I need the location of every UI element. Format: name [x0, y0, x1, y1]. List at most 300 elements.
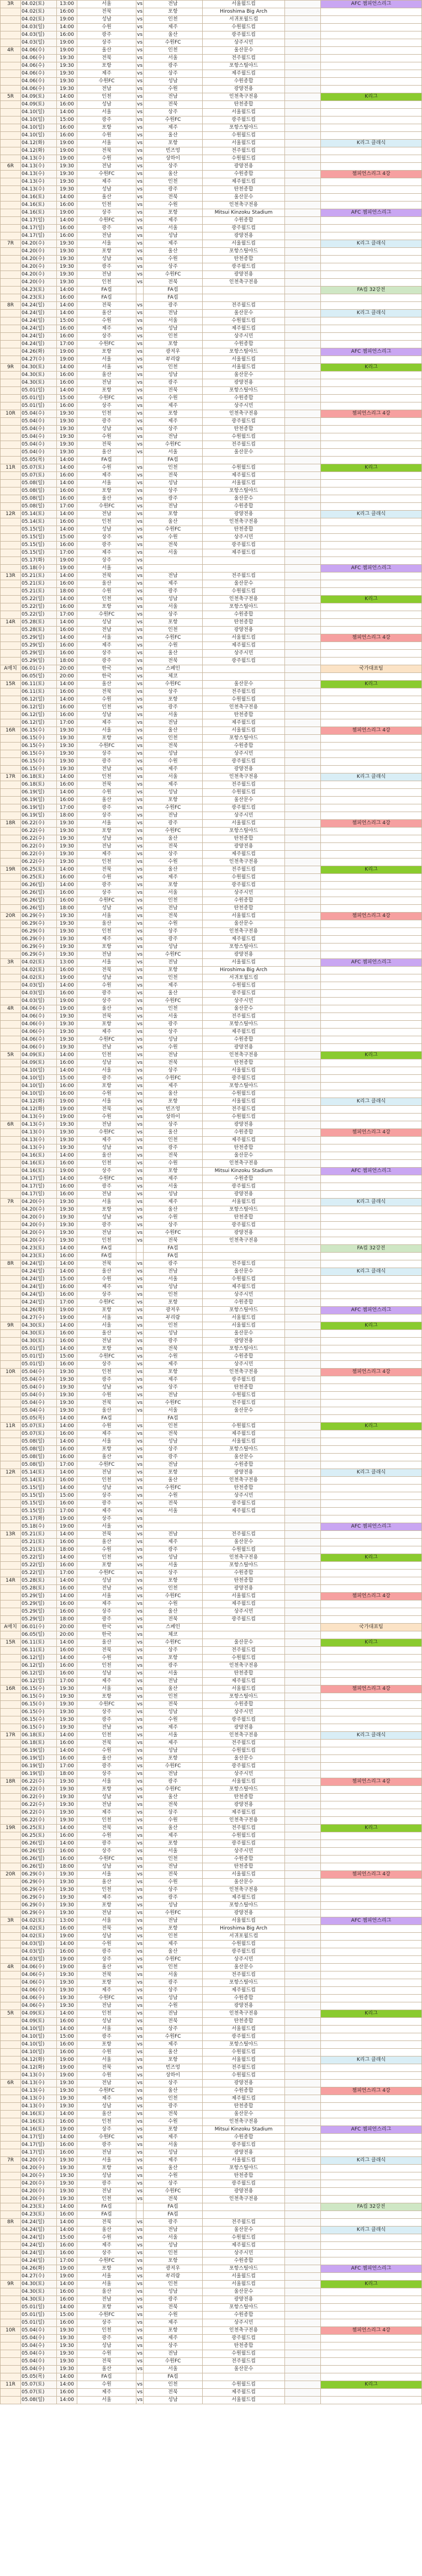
competition-cell — [321, 573, 422, 580]
time-cell: 19:00 — [57, 2072, 77, 2080]
vs-cell: vs — [136, 1910, 144, 1917]
away-team-cell: 성남 — [144, 2242, 203, 2250]
away-team-cell: 수원FC — [144, 1786, 203, 1794]
competition-cell — [321, 1886, 422, 1894]
vs-cell: vs — [136, 1709, 144, 1716]
round-cell — [1, 1168, 21, 1175]
venue-cell: 서울월드컵 — [203, 1, 285, 8]
vs-cell: vs — [136, 2257, 144, 2265]
table-row — [1, 1253, 422, 1260]
table-row — [1, 1492, 422, 1500]
competition-cell — [321, 889, 422, 897]
venue-cell: 포항스틸야드 — [203, 2165, 285, 2172]
vs-cell: vs — [136, 982, 144, 990]
home-team-cell: 전남 — [77, 951, 136, 959]
home-team-cell: 제주 — [77, 1678, 136, 1685]
table-row — [1, 379, 422, 387]
date-cell: 04.24(일) — [21, 325, 57, 333]
time-cell: 14:00 — [57, 1747, 77, 1755]
competition-cell — [321, 2335, 422, 2342]
date-cell: 04.02(토) — [21, 967, 57, 974]
venue-cell — [203, 665, 285, 673]
vs-cell: vs — [136, 186, 144, 194]
table-row — [1, 1716, 422, 1724]
home-team-cell: 포항 — [77, 1083, 136, 1090]
round-cell: 4R — [1, 1964, 21, 1971]
time-cell: 14:00 — [57, 310, 77, 317]
date-cell: 06.05(일) — [21, 673, 57, 681]
round-cell — [1, 2389, 21, 2397]
competition-cell: 챔피언스리그 4강 — [321, 913, 422, 920]
away-team-cell: 서울 — [144, 2234, 203, 2242]
home-team-cell: 서울 — [77, 2397, 136, 2404]
home-team-cell: 수원 — [77, 2049, 136, 2056]
round-cell — [1, 1114, 21, 1121]
blank-cell — [285, 379, 321, 387]
blank-cell — [285, 163, 321, 171]
round-cell — [1, 1832, 21, 1840]
away-team-cell: 제주 — [144, 1832, 203, 1840]
round-cell — [1, 155, 21, 163]
venue-cell: 수원월드컵 — [203, 132, 285, 140]
away-team-cell: 수원 — [144, 395, 203, 402]
competition-cell — [321, 1446, 422, 1454]
home-team-cell: 상주 — [77, 1956, 136, 1964]
blank-cell — [285, 797, 321, 804]
round-cell — [1, 2180, 21, 2188]
away-team-cell: 인천 — [144, 1856, 203, 1863]
away-team-cell: 제주 — [144, 124, 203, 132]
vs-cell: vs — [136, 39, 144, 47]
venue-cell: 수원종합 — [203, 2087, 285, 2095]
blank-cell — [285, 1036, 321, 1044]
vs-cell: vs — [136, 372, 144, 379]
venue-cell: 포항스틸야드 — [203, 2304, 285, 2312]
competition-cell — [321, 2118, 422, 2126]
vs-cell: vs — [136, 1624, 144, 1631]
blank-cell — [285, 851, 321, 858]
home-team-cell: 전북 — [77, 2358, 136, 2366]
venue-cell: 수원월드컵 — [203, 2234, 285, 2242]
blank-cell — [285, 2072, 321, 2080]
venue-cell: 울산문수 — [203, 920, 285, 928]
competition-cell — [321, 534, 422, 542]
venue-cell: 인천축구전용 — [203, 2118, 285, 2126]
away-team-cell: 수원FC — [144, 1075, 203, 1083]
vs-cell: vs — [136, 1121, 144, 1129]
venue-cell: 포항스틸야드 — [203, 944, 285, 951]
venue-cell: 수원월드컵 — [203, 464, 285, 472]
round-cell — [1, 225, 21, 232]
time-cell: 20:00 — [57, 673, 77, 681]
venue-cell: 인천축구전용 — [203, 596, 285, 603]
home-team-cell: 전남 — [77, 232, 136, 240]
away-team-cell: 광주 — [144, 1778, 203, 1786]
round-cell — [1, 2227, 21, 2234]
venue-cell: 서울월드컵 — [203, 2397, 285, 2404]
vs-cell: vs — [136, 1670, 144, 1678]
competition-cell — [321, 294, 422, 302]
blank-cell — [285, 1801, 321, 1809]
blank-cell — [285, 820, 321, 828]
home-team-cell: 수원 — [77, 1832, 136, 1840]
vs-cell: vs — [136, 441, 144, 449]
competition-cell — [321, 2288, 422, 2296]
time-cell: 19:30 — [57, 1995, 77, 2002]
vs-cell: vs — [136, 317, 144, 325]
away-team-cell: 수원 — [144, 642, 203, 650]
date-cell: 04.17(일) — [21, 225, 57, 232]
competition-cell — [321, 1291, 422, 1299]
round-cell — [1, 1392, 21, 1400]
table-row — [1, 2126, 422, 2134]
blank-cell — [285, 1222, 321, 1229]
venue-cell — [203, 2373, 285, 2381]
blank-cell — [285, 1106, 321, 1114]
home-team-cell: 수원 — [77, 1090, 136, 1098]
home-team-cell: 인천 — [77, 2196, 136, 2203]
vs-cell: vs — [136, 1175, 144, 1183]
round-cell — [1, 1508, 21, 1515]
away-team-cell: 수원 — [144, 1160, 203, 1168]
round-cell — [1, 1036, 21, 1044]
away-team-cell: 포항 — [144, 1925, 203, 1933]
time-cell: 14:00 — [57, 287, 77, 294]
vs-cell: vs — [136, 1701, 144, 1709]
table-row — [1, 2366, 422, 2373]
date-cell: 04.16(토) — [21, 2118, 57, 2126]
vs-cell: vs — [136, 31, 144, 39]
blank-cell — [285, 1137, 321, 1144]
away-team-cell: 광주 — [144, 2219, 203, 2227]
home-team-cell: 제주 — [77, 719, 136, 727]
time-cell: 19:30 — [57, 1206, 77, 1214]
home-team-cell: 광주 — [77, 1183, 136, 1191]
date-cell: 04.06(수) — [21, 55, 57, 62]
venue-cell: 전주월드컵 — [203, 147, 285, 155]
time-cell: 19:30 — [57, 70, 77, 78]
table-row — [1, 1856, 422, 1863]
vs-cell: vs — [136, 1809, 144, 1817]
competition-cell — [321, 588, 422, 596]
time-cell: 16:00 — [57, 897, 77, 905]
home-team-cell: 제주 — [77, 2095, 136, 2103]
away-team-cell: 상주 — [144, 2080, 203, 2087]
away-team-cell: 제주 — [144, 1175, 203, 1183]
time-cell: 14:00 — [57, 1639, 77, 1647]
vs-cell: vs — [136, 1029, 144, 1036]
time-cell: 19:30 — [57, 2335, 77, 2342]
vs-cell: vs — [136, 1338, 144, 1345]
blank-cell — [285, 603, 321, 611]
venue-cell: 서울월드컵 — [203, 634, 285, 642]
home-team-cell: 울산 — [77, 449, 136, 457]
home-team-cell: 전남 — [77, 1469, 136, 1477]
venue-cell: 포항스틸야드 — [203, 1979, 285, 1987]
competition-cell — [321, 920, 422, 928]
competition-cell — [321, 433, 422, 441]
time-cell: 19:30 — [57, 2157, 77, 2165]
vs-cell: vs — [136, 2397, 144, 2404]
time-cell: 16:00 — [57, 1083, 77, 1090]
home-team-cell: 전남 — [77, 511, 136, 518]
blank-cell — [285, 1515, 321, 1523]
competition-cell: K리그 클래식 — [321, 1469, 422, 1477]
home-team-cell: FA컵 — [77, 457, 136, 464]
date-cell: 06.15(수) — [21, 1716, 57, 1724]
blank-cell — [285, 132, 321, 140]
blank-cell — [285, 2366, 321, 2373]
time-cell: 16:00 — [57, 797, 77, 804]
blank-cell — [285, 16, 321, 24]
venue-cell: 광주월드컵 — [203, 116, 285, 124]
away-team-cell: 인천 — [144, 47, 203, 55]
time-cell: 16:00 — [57, 1284, 77, 1291]
time-cell: 19:00 — [57, 2273, 77, 2281]
venue-cell: 수원종합 — [203, 1856, 285, 1863]
vs-cell: vs — [136, 727, 144, 735]
vs-cell: vs — [136, 1191, 144, 1199]
time-cell: 19:30 — [57, 1979, 77, 1987]
table-row — [1, 1500, 422, 1508]
round-cell — [1, 472, 21, 480]
blank-cell — [285, 449, 321, 457]
date-cell: 06.11(토) — [21, 681, 57, 688]
time-cell: 14:00 — [57, 696, 77, 704]
away-team-cell: 전북 — [144, 1701, 203, 1709]
date-cell: 04.24(일) — [21, 2257, 57, 2265]
date-cell: 04.20(수) — [21, 2188, 57, 2196]
table-row — [1, 2064, 422, 2072]
time-cell: 14:00 — [57, 1825, 77, 1832]
round-cell — [1, 124, 21, 132]
round-cell — [1, 2188, 21, 2196]
vs-cell: vs — [136, 2111, 144, 2118]
table-row — [1, 1237, 422, 1245]
table-row — [1, 503, 422, 511]
vs-cell: vs — [136, 333, 144, 341]
date-cell: 05.01(일) — [21, 1353, 57, 1361]
time-cell: 19:00 — [57, 1106, 77, 1114]
vs-cell: vs — [136, 1330, 144, 1338]
round-cell — [1, 2072, 21, 2080]
home-team-cell: 포항 — [77, 124, 136, 132]
table-row — [1, 2288, 422, 2296]
home-team-cell: 포항 — [77, 1446, 136, 1454]
competition-cell — [321, 1500, 422, 1508]
date-cell: 04.02(토) — [21, 974, 57, 982]
home-team-cell: 포항 — [77, 1902, 136, 1910]
competition-cell — [321, 163, 422, 171]
away-team-cell: 전남 — [144, 1771, 203, 1778]
vs-cell: vs — [136, 1786, 144, 1794]
date-cell: 04.09(토) — [21, 1059, 57, 1067]
venue-cell: 탄천종합 — [203, 2342, 285, 2350]
date-cell: 05.04(수) — [21, 433, 57, 441]
date-cell: 06.29(수) — [21, 951, 57, 959]
table-row — [1, 944, 422, 951]
round-cell — [1, 1137, 21, 1144]
competition-cell — [321, 248, 422, 256]
home-team-cell: 수원 — [77, 1747, 136, 1755]
competition-cell — [321, 186, 422, 194]
away-team-cell: 수원FC — [144, 681, 203, 688]
round-cell — [1, 186, 21, 194]
competition-cell — [321, 495, 422, 503]
home-team-cell: 포항 — [77, 1021, 136, 1029]
competition-cell — [321, 611, 422, 619]
table-row — [1, 240, 422, 248]
away-team-cell: 빈즈엉 — [144, 1106, 203, 1114]
date-cell: 05.04(수) — [21, 418, 57, 426]
round-cell — [1, 1856, 21, 1863]
away-team-cell: 인천 — [144, 974, 203, 982]
table-row — [1, 1585, 422, 1593]
round-cell — [1, 1029, 21, 1036]
competition-cell — [321, 1948, 422, 1956]
blank-cell — [285, 2389, 321, 2397]
table-row — [1, 310, 422, 317]
home-team-cell: 상주 — [77, 889, 136, 897]
venue-cell: 상주시민 — [203, 402, 285, 410]
round-cell — [1, 1253, 21, 1260]
date-cell: 05.07(토) — [21, 1430, 57, 1438]
blank-cell — [285, 897, 321, 905]
date-cell: 06.19(일) — [21, 789, 57, 797]
away-team-cell: 성남 — [144, 2288, 203, 2296]
blank-cell — [285, 2335, 321, 2342]
away-team-cell: 서울 — [144, 1562, 203, 1570]
away-team-cell: 성남 — [144, 2397, 203, 2404]
round-cell — [1, 2118, 21, 2126]
time-cell: 19:30 — [57, 913, 77, 920]
time-cell: 16:00 — [57, 1848, 77, 1856]
away-team-cell: 울산 — [144, 835, 203, 843]
venue-cell: 울산문수 — [203, 449, 285, 457]
time-cell: 19:30 — [57, 835, 77, 843]
competition-cell — [321, 1314, 422, 1322]
date-cell: 05.15(일) — [21, 549, 57, 557]
time-cell: 16:00 — [57, 1090, 77, 1098]
round-cell — [1, 395, 21, 402]
home-team-cell: 성남 — [77, 2342, 136, 2350]
home-team-cell: 광주 — [77, 1075, 136, 1083]
blank-cell — [285, 101, 321, 109]
away-team-cell: 인천 — [144, 1964, 203, 1971]
round-cell — [1, 2358, 21, 2366]
competition-cell — [321, 2041, 422, 2049]
blank-cell — [285, 240, 321, 248]
table-row — [1, 1670, 422, 1678]
competition-cell — [321, 882, 422, 889]
home-team-cell: 수원FC — [77, 611, 136, 619]
blank-cell — [285, 1469, 321, 1477]
table-row — [1, 1129, 422, 1137]
vs-cell: vs — [136, 1199, 144, 1206]
round-cell — [1, 1693, 21, 1701]
home-team-cell: 성남 — [77, 619, 136, 627]
table-row — [1, 78, 422, 86]
time-cell: 18:00 — [57, 1616, 77, 1624]
home-team-cell: 전북 — [77, 1400, 136, 1407]
round-cell — [1, 2211, 21, 2219]
time-cell: 19:30 — [57, 1369, 77, 1376]
date-cell: 05.07(토) — [21, 464, 57, 472]
blank-cell — [285, 542, 321, 549]
round-cell — [1, 1941, 21, 1948]
competition-cell — [321, 1160, 422, 1168]
time-cell: 19:30 — [57, 1214, 77, 1222]
competition-cell: 챔피언스리그 4강 — [321, 820, 422, 828]
table-row — [1, 302, 422, 310]
away-team-cell: 포항 — [144, 882, 203, 889]
vs-cell: vs — [136, 1021, 144, 1029]
vs-cell: vs — [136, 1438, 144, 1446]
time-cell: 19:30 — [57, 2095, 77, 2103]
home-team-cell: 제주 — [77, 1284, 136, 1291]
competition-cell — [321, 2142, 422, 2149]
time-cell: 18:00 — [57, 588, 77, 596]
blank-cell — [285, 1724, 321, 1732]
competition-cell — [321, 116, 422, 124]
vs-cell: vs — [136, 704, 144, 712]
table-row — [1, 317, 422, 325]
home-team-cell: 수원 — [77, 982, 136, 990]
competition-cell — [321, 1832, 422, 1840]
time-cell: 19:00 — [57, 155, 77, 163]
round-cell — [1, 2319, 21, 2327]
date-cell: 05.28(토) — [21, 1577, 57, 1585]
away-team-cell: 울산 — [144, 727, 203, 735]
table-row — [1, 534, 422, 542]
table-row — [1, 557, 422, 565]
away-team-cell — [144, 557, 203, 565]
time-cell: 18:00 — [57, 658, 77, 665]
round-cell — [1, 1771, 21, 1778]
blank-cell — [285, 1763, 321, 1771]
venue-cell: 광주월드컵 — [203, 2033, 285, 2041]
time-cell: 17:00 — [57, 719, 77, 727]
time-cell: 14:00 — [57, 302, 77, 310]
date-cell: 05.04(수) — [21, 2358, 57, 2366]
vs-cell: vs — [136, 843, 144, 851]
date-cell: 04.10(일) — [21, 1083, 57, 1090]
home-team-cell: FA컵 — [77, 2373, 136, 2381]
time-cell: 19:30 — [57, 727, 77, 735]
competition-cell — [321, 812, 422, 820]
time-cell: 19:30 — [57, 1786, 77, 1794]
table-row — [1, 2381, 422, 2389]
away-team-cell: 전북 — [144, 1059, 203, 1067]
time-cell: 19:30 — [57, 743, 77, 750]
time-cell: 17:00 — [57, 503, 77, 511]
competition-cell — [321, 1863, 422, 1871]
competition-cell — [321, 1670, 422, 1678]
time-cell: 16:00 — [57, 712, 77, 719]
date-cell: 06.18(토) — [21, 781, 57, 789]
venue-cell: 인천축구전용 — [203, 202, 285, 209]
time-cell: 19:30 — [57, 1886, 77, 1894]
date-cell: 06.19(일) — [21, 812, 57, 820]
away-team-cell: 광주 — [144, 1144, 203, 1152]
venue-cell: 울산문수 — [203, 1755, 285, 1763]
away-team-cell: 수원FC — [144, 2358, 203, 2366]
table-row — [1, 487, 422, 495]
round-cell — [1, 1059, 21, 1067]
time-cell: 14:00 — [57, 364, 77, 372]
away-team-cell: 포항 — [144, 1577, 203, 1585]
away-team-cell: 포항 — [144, 619, 203, 627]
